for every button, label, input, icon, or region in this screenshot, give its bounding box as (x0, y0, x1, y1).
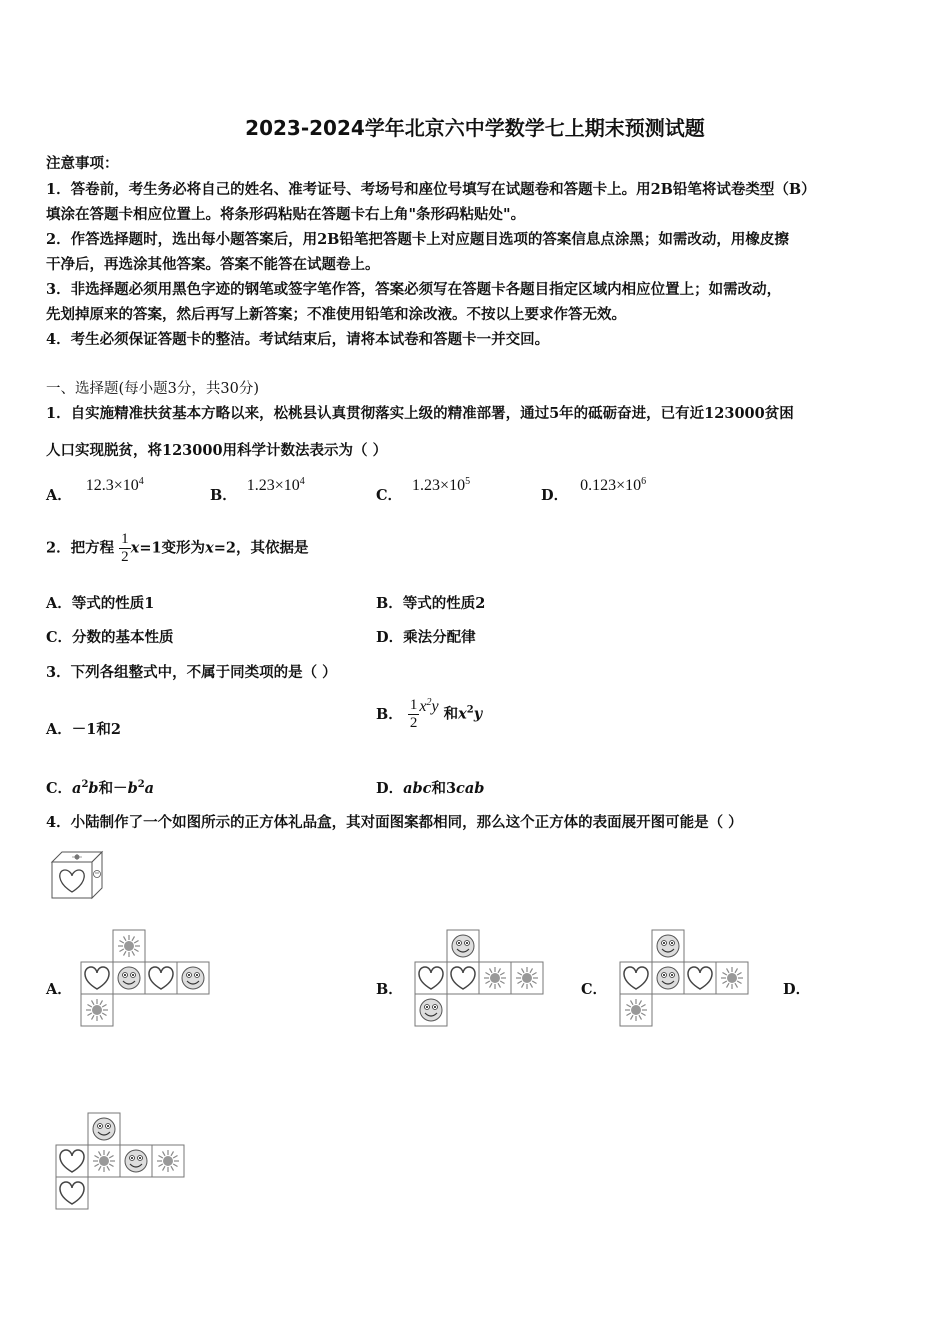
net-cell (652, 962, 684, 994)
q4-option-a-label: A． (46, 981, 72, 998)
net-cell (88, 1145, 120, 1177)
notice-line: 4．考生必须保证答题卡的整洁。考试结束后，请将本试卷和答题卡一并交回。 (46, 331, 550, 348)
smiley-icon (182, 967, 204, 989)
q3-option-a: A．－1和2 (46, 721, 121, 738)
net-option-b (414, 929, 554, 1029)
q3-option-c: C．$a^2b$和$-b^2a$ (46, 779, 155, 797)
q4-option-c-label: C． (581, 981, 608, 998)
cube-figure (50, 850, 106, 900)
section-heading: 一、选择题(每小题3分，共30分) (46, 381, 259, 397)
smiley-icon (125, 1150, 147, 1172)
net-cell (511, 962, 543, 994)
q2-fraction: $\frac{1}{2}$ (121, 531, 129, 565)
net-cell (81, 994, 113, 1026)
q1-option-d: D．$0.123\times 10^6$ (541, 476, 647, 504)
net-cell (684, 962, 716, 994)
net-cell (177, 962, 209, 994)
net-cell (447, 962, 479, 994)
notice-line: 3．非选择题必须用黑色字迹的钢笔或签字笔作答，答案必须写在答题卡各题目指定区域内相应位置上；如需改动， (46, 281, 782, 298)
q4-stem: 4．小陆制作了一个如图所示的正方体礼品盒，其对面图案都相同，那么这个正方体的表面展开图可能是（ ） (46, 814, 743, 831)
net-cell (652, 930, 684, 962)
notice-line: 2．作答选择题时，选出每小题答案后，用2B铅笔把答题卡上对应题目选项的答案信息点涂黑；如需改动，用橡皮擦 (46, 231, 789, 248)
notice-line: 1．答卷前，考生务必将自己的姓名、准考证号、考场号和座位号填写在试题卷和答题卡上。用2B铅笔将试卷类型（B） (46, 181, 816, 198)
net-option-c (619, 929, 759, 1029)
smiley-icon (657, 935, 679, 957)
net-cell (620, 962, 652, 994)
net-option-d (55, 1112, 195, 1212)
q3-stem: 3．下列各组整式中，不属于同类项的是（ ） (46, 664, 337, 681)
q1-stem-line2: 人口实现脱贫，将123000用科学计数法表示为（ ） (46, 442, 388, 459)
q4-option-d-label: D． (783, 981, 811, 998)
notice-heading: 注意事项： (46, 155, 119, 172)
net-cell (88, 1113, 120, 1145)
q2-option-c: C．分数的基本性质 (46, 629, 174, 646)
net-cell (479, 962, 511, 994)
q3-option-d: D．abc和3cab (376, 780, 485, 797)
net-cell (716, 962, 748, 994)
smiley-icon (118, 967, 140, 989)
net-cell (113, 962, 145, 994)
net-cell (81, 962, 113, 994)
q4-option-b-label: B． (376, 981, 403, 998)
net-cell (415, 994, 447, 1026)
smiley-icon (93, 1118, 115, 1140)
smiley-icon (657, 967, 679, 989)
net-cell (620, 994, 652, 1026)
notice-line: 干净后，再选涂其他答案。答案不能答在试题卷上。 (46, 256, 380, 273)
smiley-icon (452, 935, 474, 957)
q2-stem: 2．把方程 $\frac{1}{2}$ x=1变形为x=2，其依据是 (46, 531, 309, 565)
net-option-a (80, 929, 220, 1029)
q1-option-b: B．$1.23\times 10^4$ (210, 476, 305, 504)
net-cell (415, 962, 447, 994)
q1-stem-line1: 1．自实施精准扶贫基本方略以来，松桃县认真贯彻落实上级的精准部署，通过5年的砥砺奋进，已有近123000贫困 (46, 405, 794, 422)
notice-line: 先划掉原来的答案，然后再写上新答案；不准使用铅笔和涂改液。不按以上要求作答无效。 (46, 306, 626, 323)
q3-option-b: B． $\frac{1}{2}$ $x^2y$ 和$x^2y$ (376, 696, 483, 731)
q1-option-c: C．$1.23\times 10^5$ (376, 476, 471, 504)
net-cell (113, 930, 145, 962)
page-title: 2023-2024学年北京六中学数学七上期末预测试题 (245, 116, 705, 140)
net-cell (56, 1145, 88, 1177)
q2-option-a: A．等式的性质1 (46, 595, 155, 612)
net-cell (56, 1177, 88, 1209)
smiley-icon (420, 999, 442, 1021)
q2-option-b: B．等式的性质2 (376, 595, 486, 612)
notice-line: 填涂在答题卡相应位置上。将条形码粘贴在答题卡右上角"条形码粘贴处"。 (46, 206, 526, 223)
q1-option-a: A．$12.3\times 10^4$ (46, 476, 144, 504)
net-cell (145, 962, 177, 994)
net-cell (120, 1145, 152, 1177)
net-cell (152, 1145, 184, 1177)
q2-option-d: D．乘法分配律 (376, 629, 476, 646)
net-cell (447, 930, 479, 962)
